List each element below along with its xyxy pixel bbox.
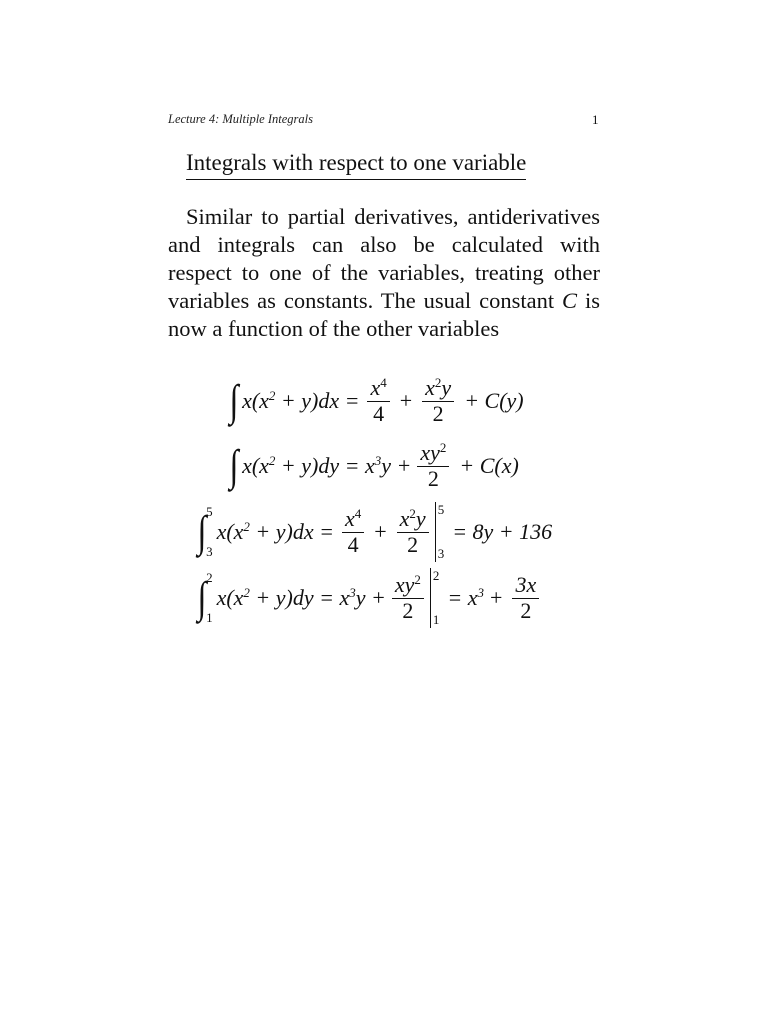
fraction: $\frac{3x}{2}$ xyxy=(512,573,539,623)
fraction: $\frac{x^2y}{2}$ xyxy=(397,507,429,557)
running-header: Lecture 4: Multiple Integrals xyxy=(168,112,313,126)
fraction: $\frac{x^4}{4}$ xyxy=(367,376,389,426)
body-paragraph xyxy=(168,203,600,343)
plus-operator: + xyxy=(374,519,387,544)
integral-sign: ∫ xyxy=(229,376,239,425)
constant-symbol: C xyxy=(562,288,578,313)
equation-1 xyxy=(228,376,524,426)
integral-sign: ∫ xyxy=(229,441,239,490)
integral-limits: 2 1 xyxy=(206,570,213,625)
constant-term: + C(x) xyxy=(459,453,519,478)
section-title: Integrals with respect to one variable xyxy=(186,150,526,180)
page-number: 1 xyxy=(592,112,599,127)
integrand: $x(x^2 + y)dy = x^3y$ + xyxy=(216,585,386,610)
plus-operator: + xyxy=(399,388,413,413)
integrand: $x(x^2 + y)dy = x^3y$ + xyxy=(242,453,412,478)
paragraph-text-1: Similar to partial derivatives, antiderivatives and integrals can also be calculated with respect to one of the variables, treating other variables as constants. The usual constant xyxy=(168,204,600,313)
integral-sign: ∫ xyxy=(197,507,207,556)
evaluation-bar: 5 3 xyxy=(435,502,445,562)
equation-3 xyxy=(196,502,552,562)
fraction: $\frac{x^4}{4}$ xyxy=(342,507,364,557)
integral-sign: ∫ xyxy=(197,573,207,622)
integral-limits: 5 3 xyxy=(206,504,213,559)
integrand: $x(x^2 + y)dx$ = xyxy=(242,388,360,413)
paragraph-text-2: is now a function of the other variables xyxy=(168,288,600,341)
fraction: $\frac{x^2y}{2}$ xyxy=(422,376,454,426)
fraction: $\frac{xy^2}{2}$ xyxy=(392,573,424,623)
integrand: $x(x^2 + y)dx$ = xyxy=(216,519,334,544)
equation-2 xyxy=(228,441,519,491)
result: = 8y + 136 xyxy=(452,519,553,544)
constant-term: + C(y) xyxy=(464,388,524,413)
evaluation-bar: 2 1 xyxy=(430,568,440,628)
plus-operator: + xyxy=(490,585,503,610)
result: = $x^3$ xyxy=(447,585,485,610)
fraction: $\frac{xy^2}{2}$ xyxy=(417,441,449,491)
equation-4 xyxy=(196,568,543,628)
